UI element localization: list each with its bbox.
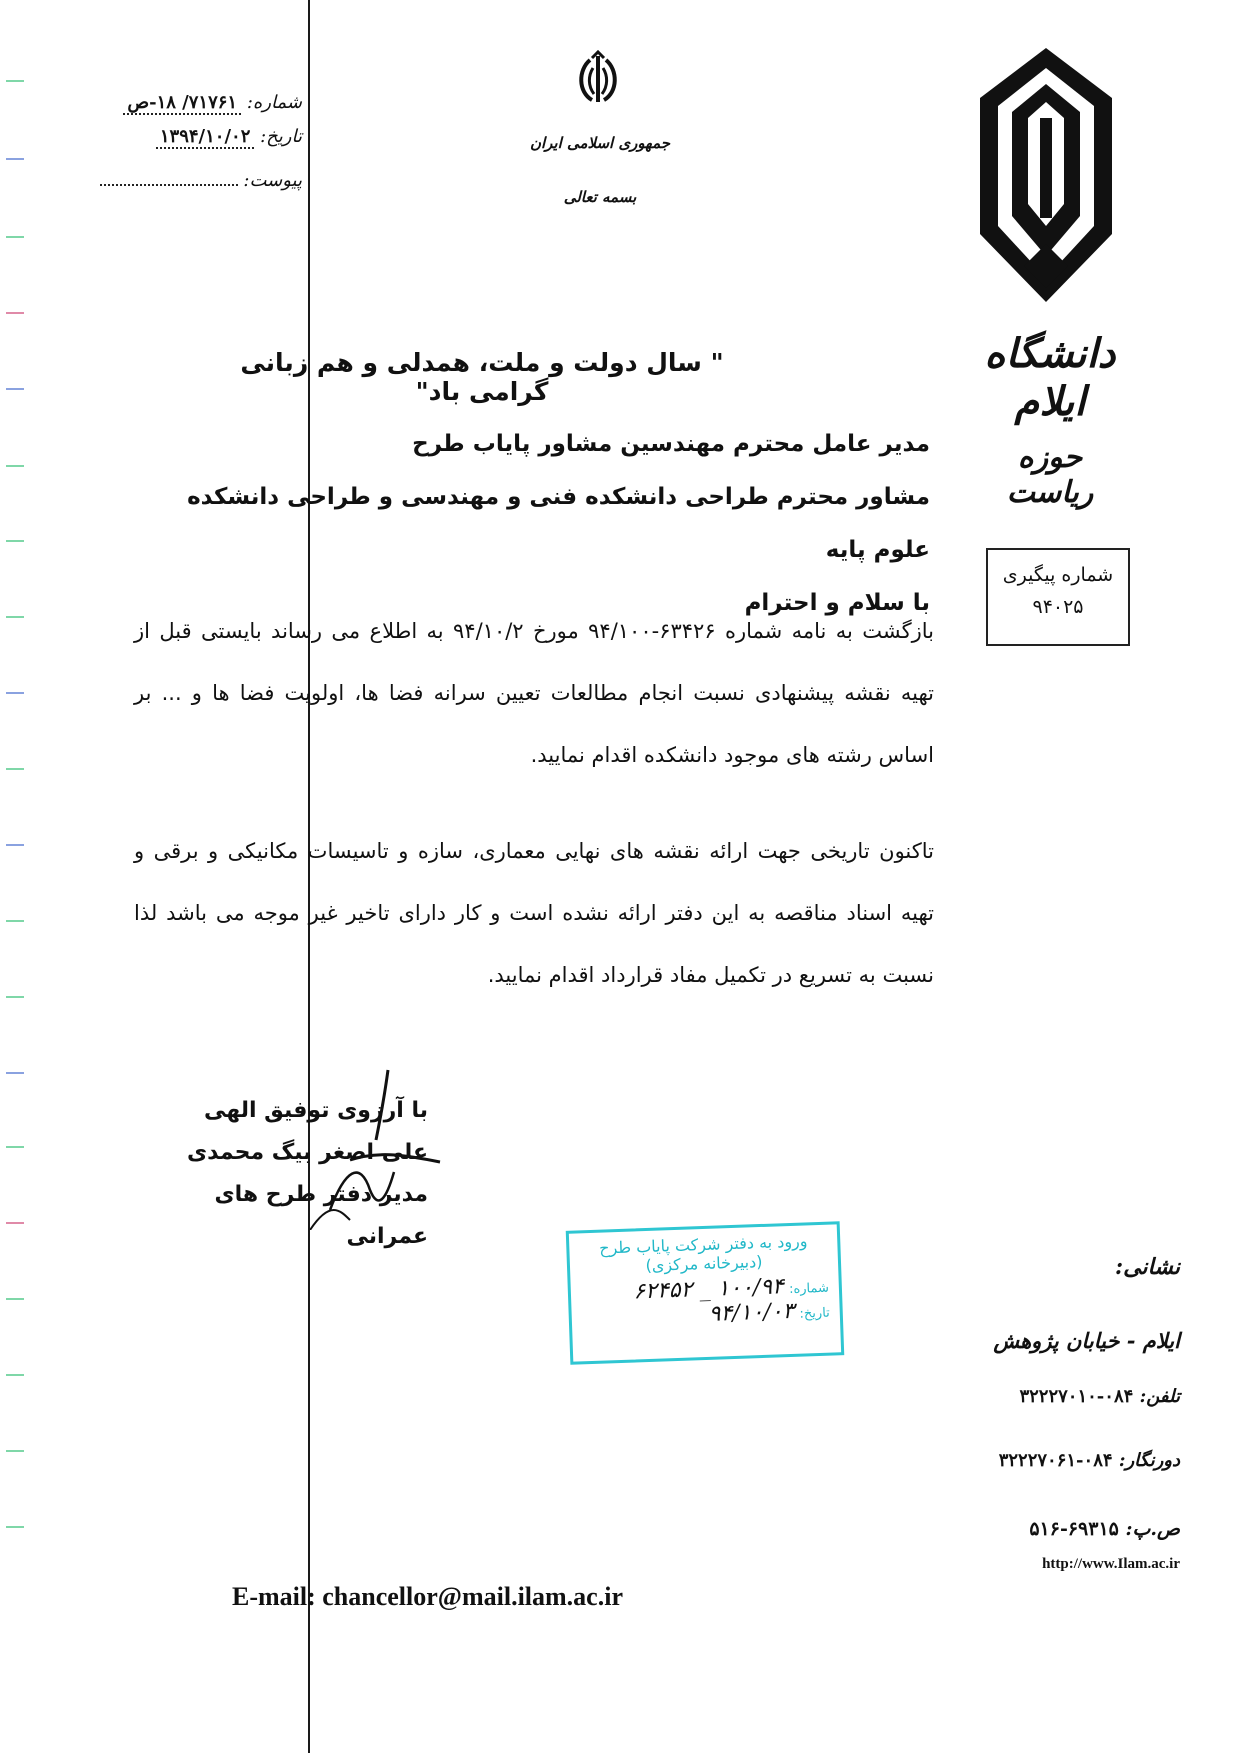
tracking-value: ۹۴۰۲۵ [1032, 596, 1084, 618]
university-logo-icon [976, 44, 1116, 304]
margin-tick [6, 1298, 24, 1300]
margin-tick [6, 236, 24, 238]
header-republic: جمهوری اسلامی ایران [529, 134, 671, 152]
reception-stamp [566, 1221, 845, 1364]
margin-tick [6, 1526, 24, 1528]
margin-tick [6, 465, 24, 467]
letter-attachment: پیوست: [92, 170, 302, 204]
margin-tick [6, 616, 24, 618]
addressee-block [140, 418, 930, 630]
email-footer: E-mail: chancellor@mail.ilam.ac.ir [232, 1582, 623, 1611]
margin-tick [6, 768, 24, 770]
margin-tick [6, 692, 24, 694]
stamp-date-label: تاریخ: [799, 1305, 831, 1322]
body-paragraph-1: بازگشت به نامه شماره ۶۳۴۲۶-۹۴/۱۰۰ مورخ ۹۴/۱۰/۲ به اطلاع می رساند بایستی قبل از تهیه نقشه پیشنهادی نسبت انجام مطالعات تعیین سرانه فضا ها، اولویت فضا ها و ... بر اساس رشته های موجود دانشکده اقدام نمایید. [134, 619, 934, 767]
phone-line: تلفن: ۰۸۴-۳۲۲۲۷۰۱۰ [1019, 1386, 1180, 1407]
letter-date: تاریخ: ۱۳۹۴/۱۰/۰۲ [92, 126, 302, 170]
address-value: ایلام - خیابان پژوهش [993, 1328, 1180, 1353]
greeting-line: با سلام و احترام [744, 590, 930, 616]
website-link[interactable]: http://www.Ilam.ac.ir [1042, 1556, 1180, 1572]
stamp-line1: ورود به دفتر شرکت پایاب طرح [598, 1231, 808, 1258]
tracking-label: شماره پیگیری [1002, 564, 1114, 586]
letter-number: شماره: ۷۱۷۶۱/ ۱۸-ص [92, 92, 302, 126]
signature-closing: با آرزوی توفیق الهی [203, 1098, 428, 1123]
fax-line: دورنگار: ۰۸۴-۳۲۲۲۷۰۶۱ [998, 1450, 1180, 1471]
margin-tick [6, 844, 24, 846]
address-label: نشانی: [1114, 1254, 1180, 1280]
margin-tick [6, 158, 24, 160]
stamp-number-label: شماره: [788, 1280, 830, 1298]
margin-tick [6, 80, 24, 82]
margin-tick [6, 540, 24, 542]
margin-tick [6, 388, 24, 390]
year-motto: " سال دولت و ملت، همدلی و هم زبانی گرامی باد" [240, 348, 724, 406]
addressee-line: مشاور محترم طراحی دانشکده فنی و مهندسی و طراحی دانشکده علوم پایه [187, 484, 930, 563]
iran-emblem-icon [568, 50, 628, 110]
margin-tick [6, 1222, 24, 1224]
body-paragraph-2: تاکنون تاریخی جهت ارائه نقشه های نهایی معماری، سازه و تاسیسات مکانیکی و برقی و تهیه اسناد مناقصه به این دفتر ارائه نشده است و کار دارای تاخیر غیر موجه می باشد لذا نسبت به تسریع در تکمیل مفاد قرارداد اقدام نمایید. [134, 839, 934, 987]
university-name: دانشگاه ایلام [984, 330, 1116, 425]
margin-tick [6, 1146, 24, 1148]
margin-tick [6, 1374, 24, 1376]
handwritten-signature [290, 1060, 460, 1230]
margin-tick [6, 1072, 24, 1074]
stamp-date-value: ۹۴/۱۰/۰۳ [708, 1298, 795, 1327]
signature-title: مدیر دفتر طرح های عمرانی [214, 1182, 428, 1249]
margin-tick [6, 312, 24, 314]
letter-meta [92, 92, 302, 204]
margin-tick [6, 1450, 24, 1452]
header-basmala: بسمه تعالی [563, 188, 637, 206]
stamp-line2: (دبیرخانه مرکزی) [645, 1251, 763, 1276]
margin-tick [6, 920, 24, 922]
tracking-box [986, 548, 1130, 646]
addressee-line: مدیر عامل محترم مهندسین مشاور پایاب طرح [412, 431, 930, 457]
signature-name: علی اصغر بیگ محمدی [186, 1140, 428, 1165]
margin-tick [6, 996, 24, 998]
pobox-line: ص.پ: ۶۹۳۱۵-۵۱۶ [1029, 1518, 1180, 1540]
university-office: حوزه ریاست [1006, 440, 1094, 510]
stamp-number-value: ۱۰۰/۹۴ _ ۶۲۴۵۲ [632, 1274, 785, 1305]
